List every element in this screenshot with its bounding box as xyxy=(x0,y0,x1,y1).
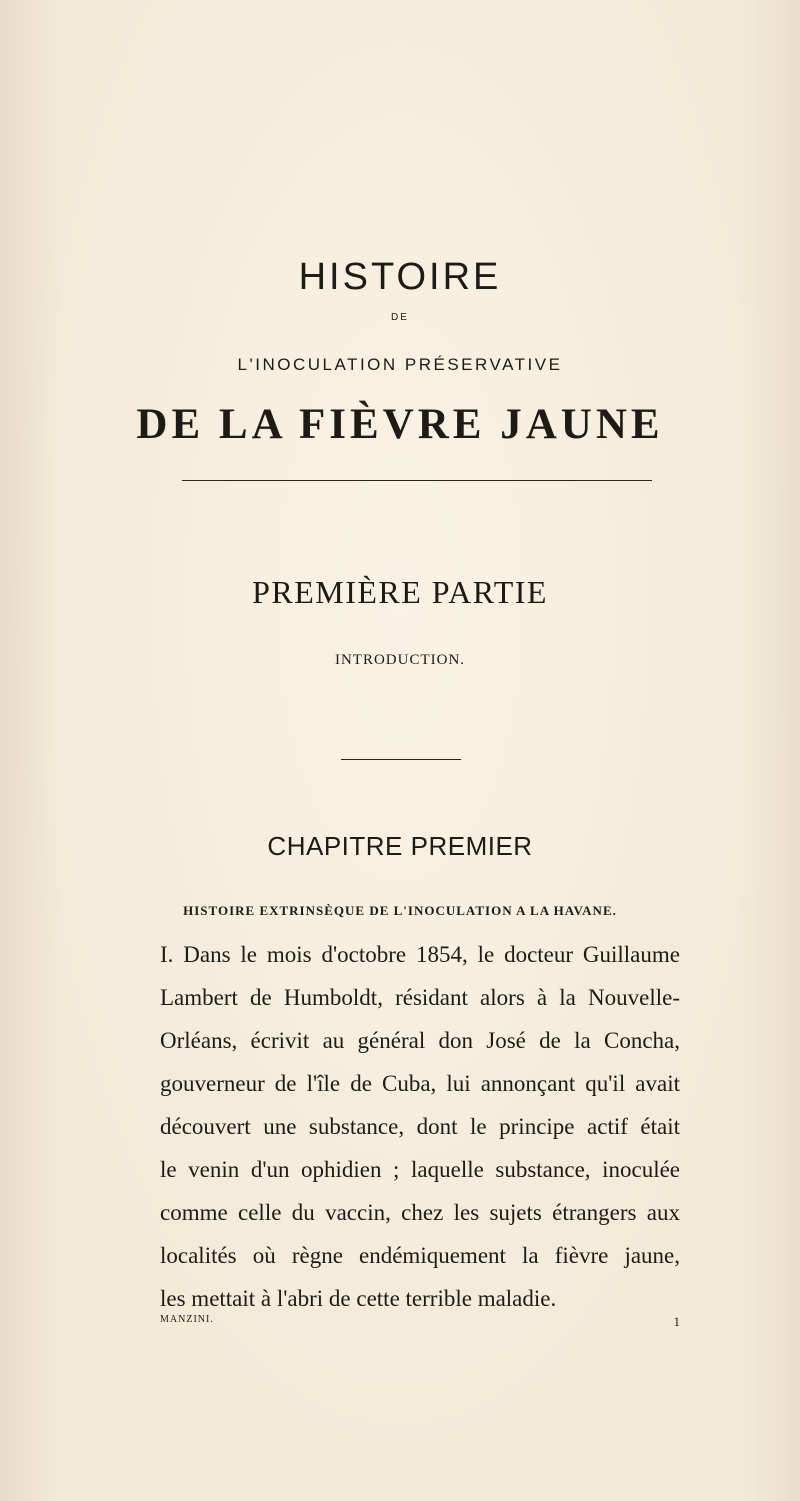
body-line: le venin d'un ophidien ; laquelle substance, inoculée xyxy=(160,1157,680,1182)
body-line: comme celle du vaccin, chez les sujets étrangers aux xyxy=(160,1200,680,1225)
part-heading: PREMIÈRE PARTIE xyxy=(252,574,548,610)
title-inoculation: L'INOCULATION PRÉSERVATIVE xyxy=(237,355,563,374)
body-line: découvert une substance, dont le principe actif était xyxy=(160,1114,680,1139)
printer-signature: MANZINI. xyxy=(160,1314,214,1325)
page-number: 1 xyxy=(673,1314,680,1329)
part-subheading: INTRODUCTION. xyxy=(334,652,466,668)
body-line: I. Dans le mois d'octobre 1854, le docteur Guillaume xyxy=(160,942,680,967)
chapter-heading: CHAPITRE PREMIER xyxy=(267,831,533,861)
body-line: Orléans, écrivit au général don José de la Concha, xyxy=(160,1028,680,1053)
body-line: les mettait à l'abri de cette terrible maladie. xyxy=(160,1286,557,1311)
title-divider-rule xyxy=(182,480,652,481)
body-paragraph xyxy=(160,933,680,1320)
title-histoire: HISTOIRE xyxy=(298,256,502,298)
chapter-subtitle: HISTOIRE EXTRINSÈQUE DE L'INOCULATION A LA HAVANE. xyxy=(183,903,617,918)
title-de: DE xyxy=(391,312,409,323)
body-line: localités où règne endémiquement la fièvre jaune, xyxy=(160,1243,680,1268)
body-line: gouverneur de l'île de Cuba, lui annonçant qu'il avait xyxy=(160,1071,680,1096)
body-line: Lambert de Humboldt, résidant alors à la Nouvelle- xyxy=(160,985,680,1010)
title-fievre-jaune: DE LA FIÈVRE JAUNE xyxy=(136,401,664,448)
section-divider-rule xyxy=(341,759,461,760)
